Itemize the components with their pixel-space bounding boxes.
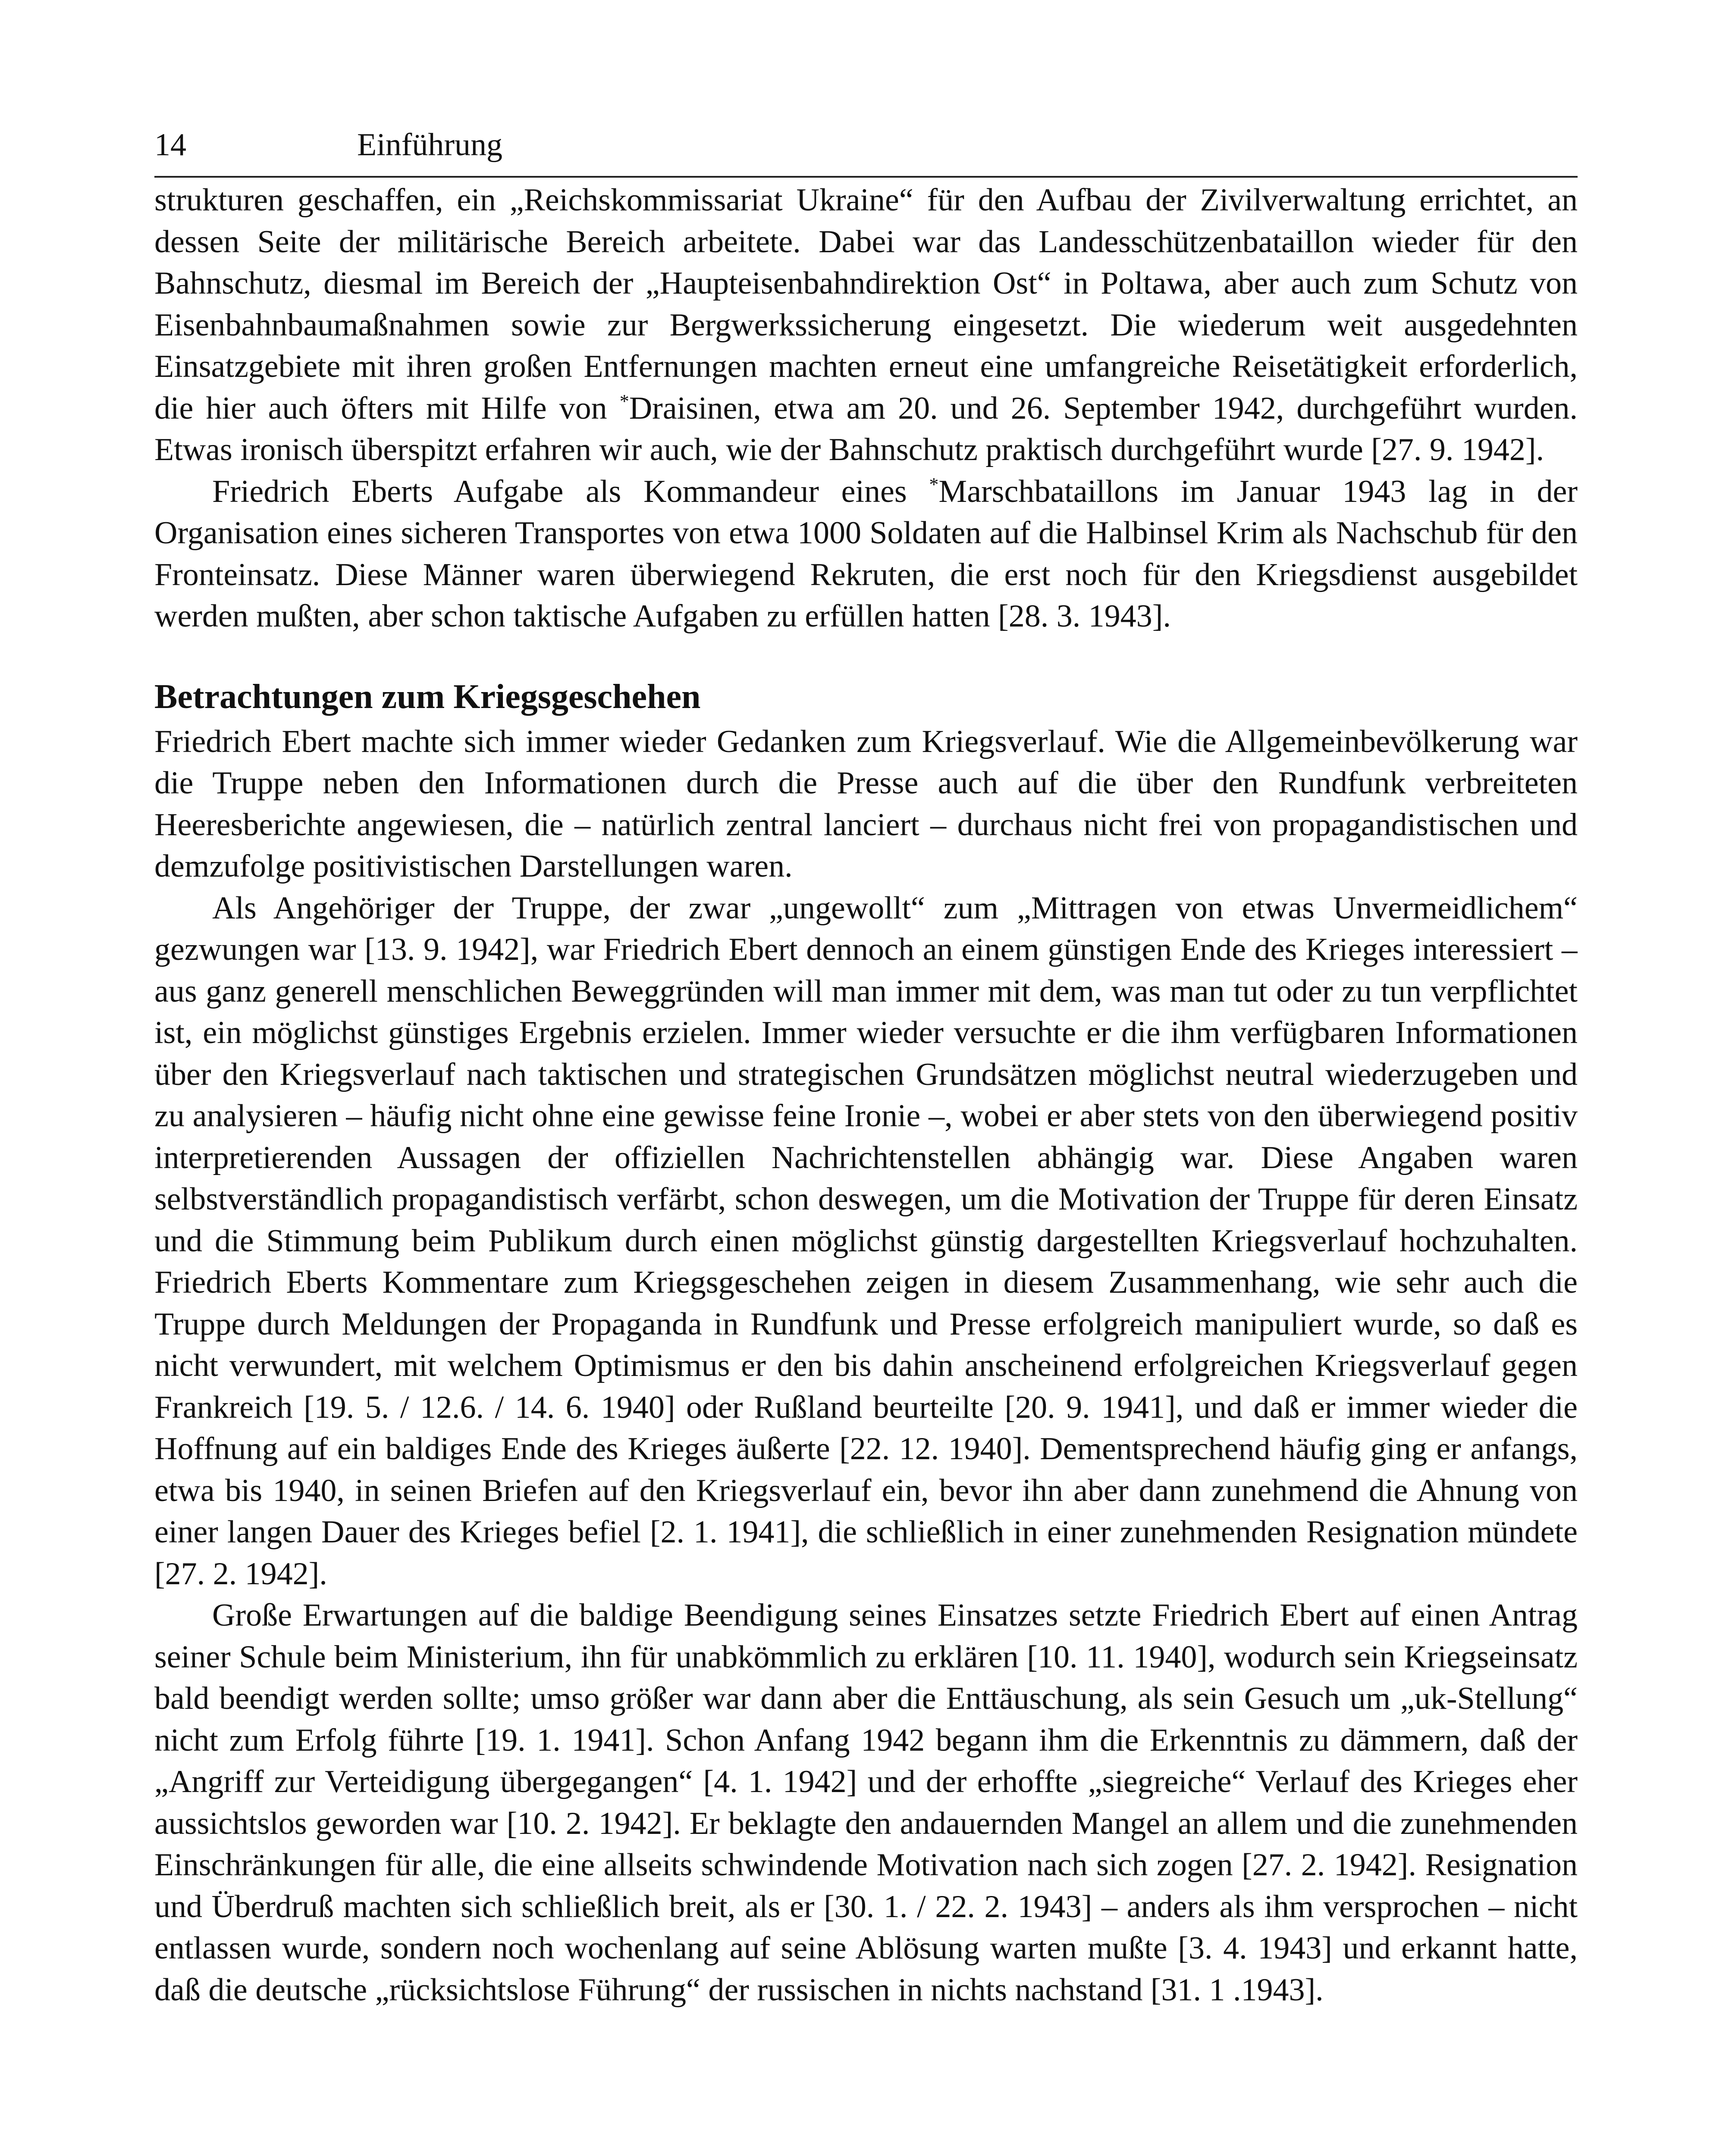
paragraph-kriegsverlauf: Friedrich Ebert machte sich immer wieder Gedanken zum Kriegsverlauf. Wie die Allgemeinbevölkerung war die Truppe neben den Informationen durch die Presse auch auf die über den Rundfunk verbreiteten Heeresberichte angewiesen, die – natürlich zentral lanciert – durchaus nicht frei von propagandistischen und demzufolge positivistischen Darstellungen waren. bbox=[154, 724, 1578, 884]
glossary-marker: * bbox=[929, 473, 939, 495]
paragraph-erwartungen: Große Erwartungen auf die baldige Beendigung seines Einsatzes setzte Friedrich Ebert auf einen Antrag seiner Schule beim Ministerium, ihn für unabkömmlich zu erklären [10. 11. 1940], wodurch sein Kriegseinsatz bald beendigt werden sollte; umso größer war dann aber die Enttäuschung, als sein Gesuch um „uk-Stellung“ nicht zum Erfolg führte [19. 1. 1941]. Schon Anfang 1942 begann ihm die Erkenntnis zu dämmern, daß der „Angriff zur Verteidigung übergegangen“ [4. 1. 1942] und der erhoffte „siegreiche“ Verlauf des Krieges eher aussichtslos geworden war [10. 2. 1942]. Er beklagte den andauernden Mangel an allem und die zunehmenden Einschränkungen für alle, die eine allseits schwindende Motivation nach sich zogen [27. 2. 1942]. Resignation und Überdruß machten sich schließlich breit, als er [30. 1. / 22. 2. 1943] – anders als ihm versprochen – nicht entlassen wurde, sondern noch wochenlang auf seine Ablösung warten mußte [3. 4. 1943] und erkannt hatte, daß die deutsche „rücksichtslose Führung“ der russischen in nichts nachstand [31. 1 .1943]. bbox=[154, 1598, 1578, 2008]
paragraph-text: strukturen geschaffen, ein „Reichskommissariat Ukraine“ für den Aufbau der Zivilverwaltung errichtet, an dessen Seite der militärische Bereich arbeitete. Dabei war das Landesschützenbataillon wieder für den Bahnschutz, diesmal im Bereich der „Haupteisenbahndirektion Ost“ in Poltawa, aber auch zum Schutz von Eisenbahnbaumaßnahmen sowie zur Bergwerkssicherung eingesetzt. Die wiederum weit ausgedehnten Einsatzgebiete mit ihren großen Entfernungen machten erneut eine umfangreiche Reisetätigkeit erforderlich, die hier auch öfters mit Hilfe von bbox=[154, 182, 1578, 426]
body-text bbox=[154, 179, 1578, 2011]
paragraph-text: Marschbataillons im Januar 1943 lag in der Organisation eines sicheren Transportes von etwa 1000 Soldaten auf die Halbinsel Krim als Nachschub für den Fronteinsatz. Diese Männer waren überwiegend Rekruten, die erst noch für den Kriegsdienst ausgebildet werden mußten, aber schon taktische Aufgaben zu erfüllen hatten [28. 3. 1943]. bbox=[154, 473, 1578, 634]
paragraph-angehoeriger: Als Angehöriger der Truppe, der zwar „ungewollt“ zum „Mittragen von etwas Unvermeidlichem“ gezwungen war [13. 9. 1942], war Friedrich Ebert dennoch an einem günstigen Ende des Krieges interessiert – aus ganz generell menschlichen Beweggründen will man immer mit dem, was man tut oder zu tun verpflichtet ist, ein möglichst günstiges Ergebnis erzielen. Immer wieder versuchte er die ihm verfügbaren Informationen über den Kriegsverlauf nach taktischen und strategischen Grundsätzen möglichst neutral wiederzugeben und zu analysieren – häufig nicht ohne eine gewisse feine Ironie –, wobei er aber stets von den überwiegend positiv interpretierenden Aussagen der offiziellen Nachrichtenstellen abhängig war. Diese Angaben waren selbstverständlich propagandistisch verfärbt, schon deswegen, um die Motivation der Truppe für deren Einsatz und die Stimmung beim Publikum durch einen möglichst günstig dargestellten Kriegsverlauf hochzuhalten. Friedrich Eberts Kommentare zum Kriegsgeschehen zeigen in diesem Zusammenhang, wie sehr auch die Truppe durch Meldungen der Propaganda in Rundfunk und Presse erfolgreich manipuliert wurde, so daß es nicht verwundert, mit welchem Optimismus er den bis dahin anscheinend erfolgreichen Kriegsverlauf gegen Frankreich [19. 5. / 12.6. / 14. 6. 1940] oder Rußland beurteilte [20. 9. 1941], und daß er immer wieder die Hoffnung auf ein baldiges Ende des Krieges äußerte [22. 12. 1940]. Dementsprechend häufig ging er anfangs, etwa bis 1940, in seinen Briefen auf den Kriegsverlauf ein, bevor ihn aber dann zunehmend die Ahnung von einer langen Dauer des Krieges befiel [2. 1. 1941], die schließlich in einer zunehmenden Resignation mündete [27. 2. 1942]. bbox=[154, 890, 1578, 1592]
paragraph-text: Friedrich Eberts Aufgabe als Kommandeur eines bbox=[212, 473, 929, 509]
running-head bbox=[154, 121, 1578, 178]
paragraph-marschbataillon bbox=[154, 471, 1578, 637]
section-heading: Betrachtungen zum Kriegsgeschehen bbox=[154, 677, 701, 716]
page-number: 14 bbox=[154, 127, 186, 163]
chapter-title: Einführung bbox=[357, 127, 503, 163]
document-page bbox=[154, 121, 1578, 2156]
paragraph-continued bbox=[154, 179, 1578, 471]
glossary-marker: * bbox=[619, 390, 629, 412]
paragraph-text: Draisinen, etwa am 20. und 26. September 1942, durchgeführt wurden. Etwas ironisch überspitzt erfahren wir auch, wie der Bahnschutz praktisch durchgeführt wurde [27. 9. 1942]. bbox=[154, 390, 1578, 467]
